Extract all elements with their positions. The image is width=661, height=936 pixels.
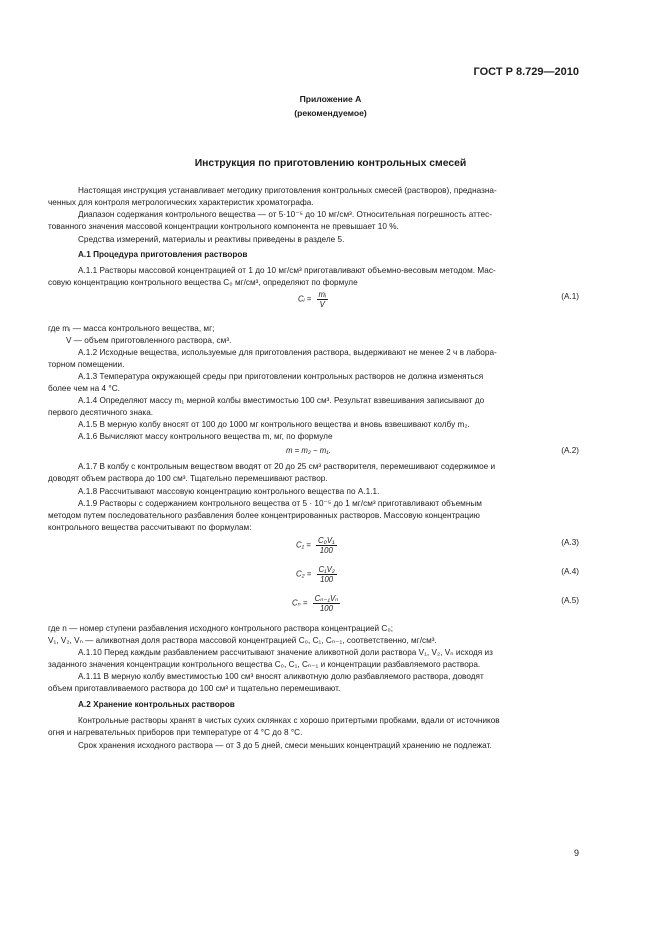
formula-a3 — [296, 536, 337, 555]
formula-a1-numerator: mᵢ — [318, 290, 326, 299]
para-a1-10-line-1: А.1.10 Перед каждым разбавлением рассчитывают значение аликвотной доли раствора V₁, V₂, Vₙ исходя из — [78, 648, 493, 657]
formula-a1 — [298, 290, 328, 309]
para-a1-9-line-3: контрольного вещества рассчитывают по формулам: — [48, 523, 252, 532]
formula-a2: m = m₂ − m₁. — [286, 446, 331, 455]
para-a1-2-line-1: А.1.2 Исходные вещества, используемые для приготовления раствора, выдерживают не менее 2 ч в лабора- — [78, 348, 497, 357]
para-a1-1-line-2: совую концентрацию контрольного вещества C₀ мг/см³, определяют по формуле — [48, 278, 358, 287]
annex-title: Приложение А — [299, 94, 362, 104]
para-a1-3-line-1: А.1.3 Температура окружающей среды при приготовлении контрольных растворов не должна изменяться — [78, 372, 484, 381]
formula-a1-denominator: V — [319, 300, 325, 309]
where-2-line-2: V₁, V₂, Vₙ — аликвотная доля раствора массовой концентрацией C₀, C₁, Cₙ₋₁, соответственно, мг/см³. — [48, 636, 437, 645]
formula-a5-lhs: Cₙ = — [292, 598, 308, 608]
para-a1-4-line-1: А.1.4 Определяют массу m₁ мерной колбы вместимостью 100 см³. Результат взвешивания записывают до — [78, 396, 485, 405]
intro-line-1: Настоящая инструкция устанавливает методику приготовления контрольных смесей (растворов), предназна- — [78, 186, 497, 195]
para-a1-10-line-2: заданного значения концентрации контрольного вещества C₀, C₁, Cₙ₋₁ и концентрации разбавляемого раствора. — [48, 660, 481, 669]
para-a1-8: А.1.8 Рассчитывают массовую концентрацию контрольного вещества по А.1.1. — [78, 487, 380, 496]
para-a1-11-line-1: А.1.11 В мерную колбу вместимостью 100 см³ вносят аликвотную долю разбавляемого раствора, доводят — [78, 672, 484, 681]
page-number: 9 — [573, 848, 579, 858]
intro-line-5: Средства измерений, материалы и реактивы приведены в разделе 5. — [78, 235, 345, 244]
formula-a5-numerator: Cₙ₋₁Vₙ — [314, 594, 339, 603]
para-a1-11-line-2: объем приготавливаемого раствора до 100 см³ и тщательно перемешивают. — [48, 684, 341, 693]
formula-a4-number: (А.4) — [561, 567, 579, 576]
formula-a5-denominator: 100 — [319, 604, 333, 613]
intro-line-3: Диапазон содержания контрольного вещества — от 5·10⁻⁵ до 10 мг/см³. Относительная погрешность аттес- — [78, 210, 492, 219]
formula-a3-numerator: C₀V₁ — [317, 536, 335, 545]
para-a1-9-line-2: методом путем последовательного разбавления более концентрированных растворов. Массовую концентрацию — [48, 511, 480, 520]
document-title: Инструкция по приготовлению контрольных смесей — [194, 158, 467, 169]
intro-line-2: ченных для контроля метрологических характеристик хроматографа. — [48, 198, 314, 207]
intro-line-4: тованного значения массовой концентрации контрольного компонента не превышает 10 %. — [48, 222, 399, 231]
para-a2-line-1: Контрольные растворы хранят в чистых сухих склянках с хорошо притертыми пробками, вдали от источников — [78, 716, 500, 725]
where-1-line-1: где mᵢ — масса контрольного вещества, мг; — [48, 324, 215, 333]
para-a1-2-line-2: торном помещении. — [48, 360, 125, 369]
formula-a4 — [296, 565, 337, 584]
formula-a3-number: (А.3) — [561, 538, 579, 547]
formula-a5 — [292, 594, 340, 613]
formula-a3-denominator: 100 — [319, 546, 333, 555]
formula-a5-number: (А.5) — [561, 596, 579, 605]
para-a2-line-3: Срок хранения исходного раствора — от 3 до 5 дней, смеси меньших концентраций хранению не подлежат. — [78, 741, 492, 750]
formula-a2-number: (А.2) — [561, 446, 579, 455]
para-a1-6: А.1.6 Вычисляют массу контрольного вещества m, мг, по формуле — [78, 432, 333, 441]
formula-a4-numerator: C₁V₂ — [318, 565, 335, 574]
section-heading-a2: А.2 Хранение контрольных растворов — [78, 700, 235, 709]
para-a1-4-line-2: первого десятичного знака. — [48, 408, 154, 417]
para-a1-7-line-2: доводят объем раствора до 100 см³. Тщательно перемешивают раствор. — [48, 474, 328, 483]
para-a2-line-2: огня и нагревательных приборов при температуре от 4 °С до 8 °С. — [48, 728, 303, 737]
formula-a1-number: (А.1) — [561, 292, 579, 301]
annex-status: (рекомендуемое) — [294, 108, 367, 118]
formula-a4-denominator: 100 — [320, 575, 334, 584]
formula-a4-lhs: C₂ = — [296, 569, 312, 579]
formula-a1-lhs: Cᵢ = — [298, 294, 312, 304]
standard-number: ГОСТ Р 8.729—2010 — [473, 66, 579, 78]
where-2-line-1: где n — номер ступени разбавления исходного контрольного раствора концентрацией C₀; — [48, 624, 394, 633]
para-a1-5: А.1.5 В мерную колбу вносят от 100 до 1000 мг контрольного вещества и вновь взвешивают колбу m₂. — [78, 420, 470, 429]
where-1-line-2: V — объем приготовленного раствора, см³. — [66, 336, 232, 345]
para-a1-9-line-1: А.1.9 Растворы с содержанием контрольного вещества от 5 · 10⁻⁵ до 1 мг/см³ приготавливают объемным — [78, 499, 482, 508]
para-a1-3-line-2: более чем на 4 °С. — [48, 384, 120, 393]
section-heading-a1: А.1 Процедура приготовления растворов — [78, 250, 248, 259]
formula-a3-lhs: C₁ = — [296, 540, 311, 550]
para-a1-1-line-1: А.1.1 Растворы массовой концентрацией от 1 до 10 мг/см³ приготавливают объемно-весовым методом. Мас- — [78, 266, 496, 275]
para-a1-7-line-1: А.1.7 В колбу с контрольным веществом вводят от 20 до 25 см³ растворителя, перемешивают содержимое и — [78, 462, 496, 471]
